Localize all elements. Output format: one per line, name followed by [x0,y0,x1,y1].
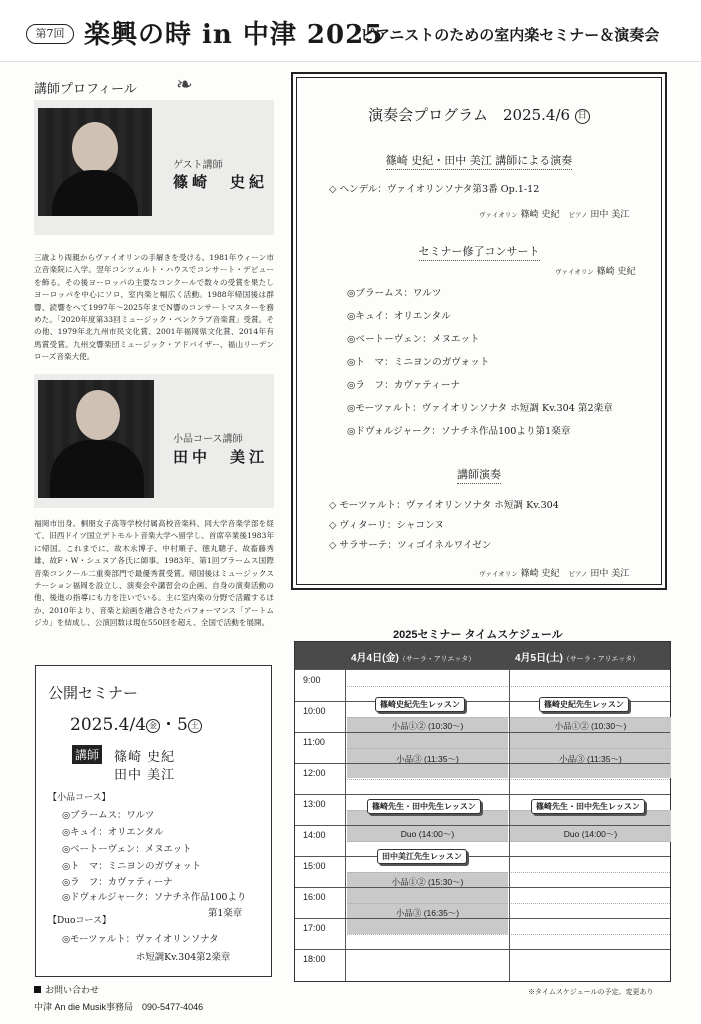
day2-lesson-label: 篠崎史紀先生レッスン [539,697,629,712]
grid-line [295,669,670,670]
program-title [293,104,665,125]
schedule-table [294,641,671,982]
hour-label: 9:00 [303,675,321,685]
course-bio: 福岡市出身。桐朋女子高等学校付属高校音楽科、同大学音楽学部を経て、旧西ドイツ国立デトモルト音楽大学へ留学し、首席卒業後1983年に帰国。これまでに、故木永博子、中村順子、徳丸聰子、故畜藤秀雄、故F・W・シュヌア各氏に師事。1983年、第1回ブラームス国際音楽コンクール二重奏部門で最優秀賞受賞。帰国後はミュージックステーション福岡を設立し、演奏会や講習会の企画、自身の演奏活動の他、後進の指導にも力を注いでいる。主に室内楽の分野で活躍するほか、2010年より、音楽と絵画を融合させたパフォーマンス「アートムジカ」を結成し、公演回数は現在550回を超え、全国で活動を展開。 [34,519,274,628]
seminar-date: 2025.4/4 金 ・5 土 [70,710,202,735]
guest-name: 篠崎 史紀 [173,173,269,191]
program-title-text: 演奏会プログラム 2025.4/6 [368,106,571,124]
program-item: ◎ブラームス：ワルツ [347,288,442,299]
seminar-item: ◎ブラームス：ワルツ [62,810,155,821]
grid-line [295,825,670,826]
half-hour-line [345,841,670,842]
day1-slot: 小品③ (16:35〜) [395,908,460,918]
grid-line [295,949,670,950]
contact-heading: お問い合わせ [34,983,203,996]
grid-line [295,856,670,857]
hour-label: 18:00 [303,954,326,964]
seminar-item: ◎ドヴォルジャーク：ソナチネ作品100より [62,892,247,903]
hour-label: 12:00 [303,768,326,778]
guest-bio: 三歳より両親からヴァイオリンの手解きを受ける。1981年ウィーン市立音楽院に入学。翌年コンツェルト・ハウスでコンサート・デビューを飾る。その後ヨーロッパの主要なコンクールで数々の受賞を果たしヨーロッパを中心にソロ、室内楽と幅広く活動。1988年帰国後は群響、読響をへて1997年〜2025年までN響のコンサートマスターを務めた。「2020年度第33回ミュージック・ペンクラブ音楽賞」受賞。その他、1979年北九州市民文化賞、2001年福岡県文化賞、2014年有馬賞受賞。九州交響楽団ミュージック・アドバイザー、福山リーデンローズ音楽大使。 [34,253,274,362]
program-item: ◇ ヴィターリ：シャコンヌ [329,520,444,531]
hour-label: 10:00 [303,706,326,716]
contact-phone: 090-5477-4046 [142,1002,204,1012]
ornament-icon: ❧ [176,72,193,96]
subtitle: ピアニストのための室内楽セミナー＆演奏会 [360,26,660,44]
half-hour-line [345,779,670,780]
course-label-duo: 【Duoコース】 [48,916,111,926]
seminar-item-cont: 第1楽章 [208,908,243,919]
hour-label: 17:00 [303,923,326,933]
program-box [291,72,667,590]
seminar-day1-badge: 金 [146,719,160,733]
grid-line [295,732,670,733]
program-performers: ヴァイオリン 篠崎 史紀 ピアノ 田中 美江 [479,569,630,579]
hour-label: 15:00 [303,861,326,871]
seminar-title: 公開セミナー [48,684,139,702]
half-hour-line [345,686,670,687]
teacher-tag: 講師 [72,745,102,764]
seminar-box [35,665,272,977]
program-item: ◇ モーツァルト：ヴァイオリンソナタ ホ短調 Kv.304 [329,500,559,511]
course-role: 小品コース講師 [173,434,243,445]
photo-head [72,122,118,174]
half-hour-line [345,903,670,904]
grid-column-line [509,669,510,981]
program-item: ◎ラ フ：カヴァティーナ [347,380,461,391]
day2-slot: 小品①② (10:30〜) [554,721,627,731]
day2-slot: 小品③ (11:35〜) [559,754,622,764]
day1-slot: Duo (14:00〜) [400,829,455,839]
program-section1-heading: 篠崎 史紀・田中 美江 講師による演奏 [293,152,665,168]
course-photo [38,380,154,498]
contact [34,983,203,1013]
program-performers: ヴァイオリン 篠崎 史紀 [555,267,636,277]
seminar-duo-item: ◎モーツァルト：ヴァイオリンソナタ [62,934,219,945]
hour-label: 13:00 [303,799,326,809]
program-item: ◎モーツァルト：ヴァイオリンソナタ ホ短調 Kv.304 第2楽章 [347,403,613,414]
contact-org: 中津 An die Musik事務局 [34,1002,134,1012]
seminar-item: ◎ベートーヴェン：メヌエット [62,844,192,855]
seminar-teacher: 田中 美江 [114,768,176,783]
program-section2-heading: セミナー修了コンサート [293,243,665,259]
schedule-note: ※タイムスケジュールの予定。変更あり [528,989,654,996]
profile-heading: 講師プロフィール [34,82,137,97]
course-label-small: 【小品コース】 [48,793,111,803]
half-hour-line [345,934,670,935]
day1-lesson-label: 篠崎史紀先生レッスン [375,697,465,712]
hour-label: 14:00 [303,830,326,840]
day1-slot: 小品③ (11:35〜) [396,754,459,764]
seminar-item: ◎ラ フ：カヴァティーナ [62,877,173,888]
guest-photo [38,108,152,216]
schedule-title: 2025セミナー タイムスケジュール [393,629,563,641]
square-bullet-icon [34,986,41,993]
header [0,0,701,62]
grid-column-line [345,669,346,981]
guest-role: ゲスト講師 [173,160,223,171]
half-hour-line [345,748,670,749]
half-hour-line [345,872,670,873]
seminar-item: ◎ト マ：ミニヨンのガヴォット [62,861,202,872]
seminar-day2-badge: 土 [188,719,202,733]
program-item: ◇ ヘンデル：ヴァイオリンソナタ第3番 Op.1-12 [329,184,540,195]
hour-label: 11:00 [303,737,325,747]
hour-label: 16:00 [303,892,326,902]
program-item: ◇ サラサーテ：ツィゴイネルワイゼン [329,540,492,551]
photo-body [50,440,144,498]
seminar-item: ◎キュイ：オリエンタル [62,827,164,838]
program-day-badge: 日 [575,109,590,124]
schedule-col-day1: 4月4日(金)（サーラ・アリエッタ） [351,653,476,664]
main-title: 楽興の時 in 中津 2025 [84,20,384,50]
schedule-col-day2: 4月5日(土)（サーラ・アリエッタ） [515,653,640,664]
day1-slot: 小品①② (15:30〜) [391,877,464,887]
day2-lesson-label: 篠崎先生・田中先生レッスン [531,799,645,814]
seminar-duo-cont: ホ短調Kv.304第2楽章 [136,952,231,963]
program-item: ◎キュイ：オリエンタル [347,311,451,322]
day1-slot: 小品①② (10:30〜) [391,721,464,731]
seminar-teacher: 篠崎 史紀 [114,750,176,765]
program-section3-heading: 講師演奏 [293,466,665,482]
program-performers: ヴァイオリン 篠崎 史紀 ピアノ 田中 美江 [479,210,630,220]
half-hour-line [345,717,670,718]
day2-slot: Duo (14:00〜) [563,829,618,839]
grid-line [295,794,670,795]
day1-lesson-label: 田中美江先生レッスン [377,849,467,864]
program-item: ◎ト マ：ミニヨンのガヴォット [347,357,490,368]
course-name: 田中 美江 [173,448,269,466]
program-item: ◎ドヴォルジャーク：ソナチネ作品100より第1楽章 [347,426,571,437]
schedule-header [295,642,670,669]
photo-head [76,390,120,440]
day1-lesson-label: 篠崎先生・田中先生レッスン [367,799,481,814]
contact-line [34,1000,203,1013]
program-item: ◎ベートーヴェン：メヌエット [347,334,480,345]
edition-badge: 第7回 [26,24,74,44]
